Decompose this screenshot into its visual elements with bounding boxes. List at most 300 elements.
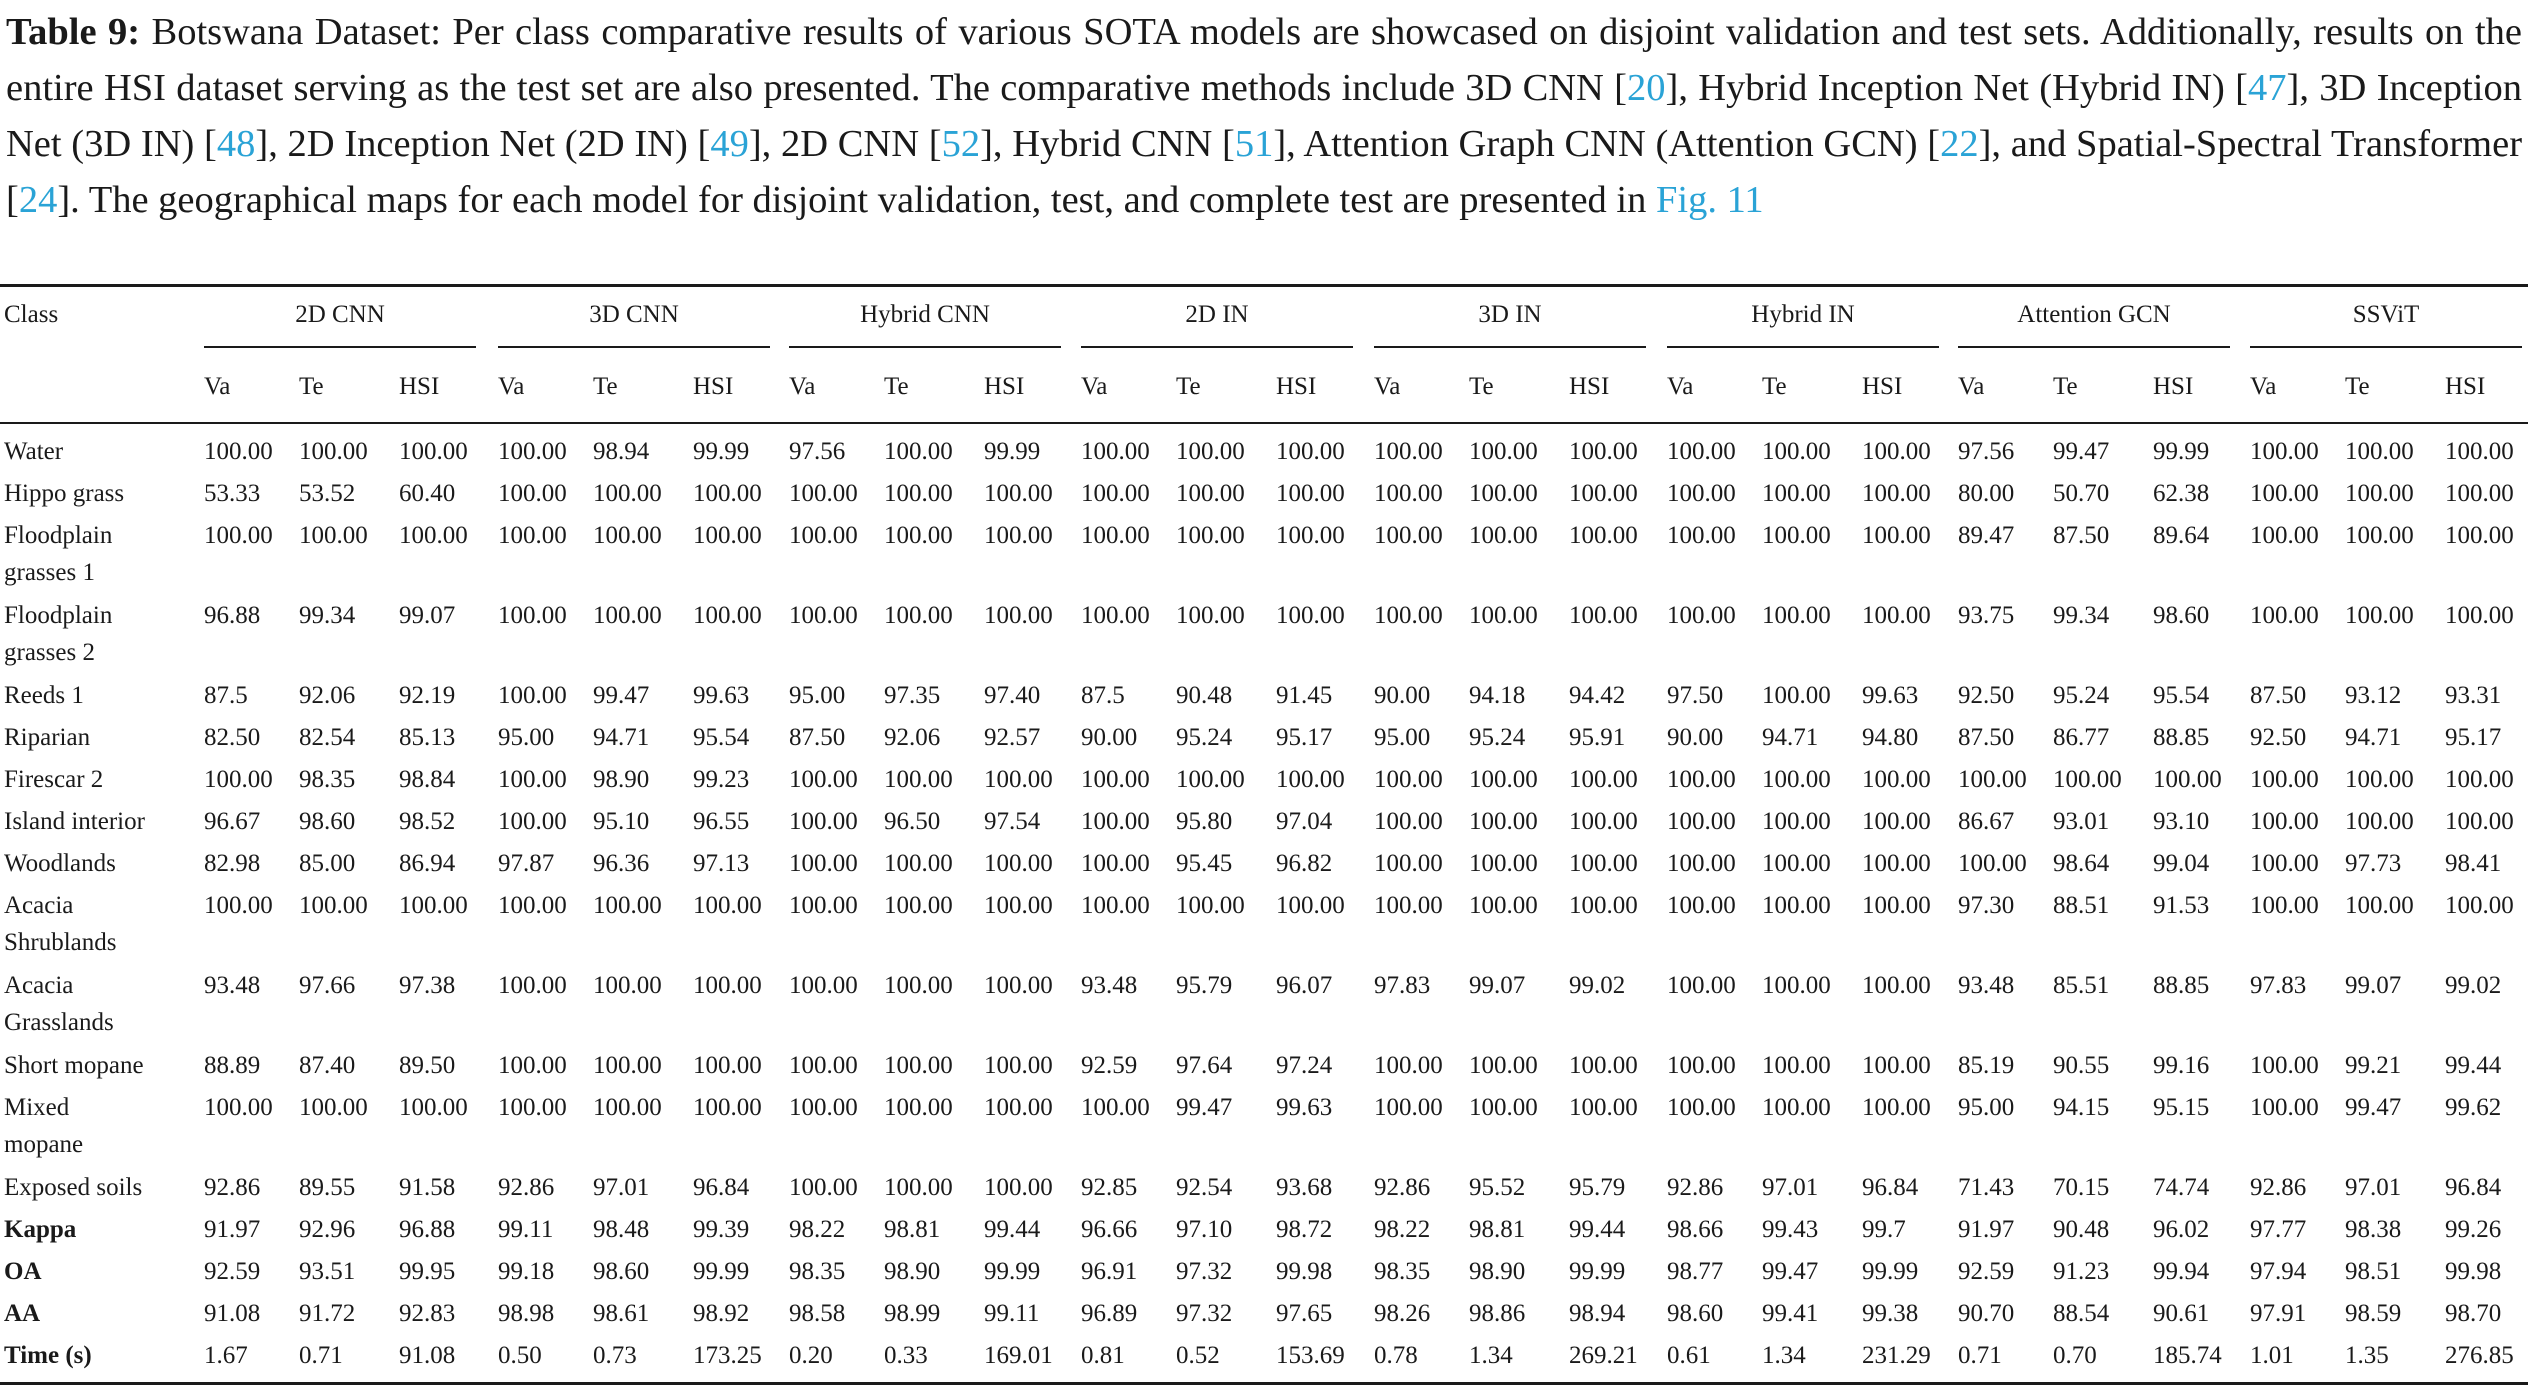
- value-cell: 92.19: [399, 682, 456, 709]
- class-name: [4, 1295, 40, 1332]
- value-cell: 153.69: [1276, 1342, 1345, 1369]
- value-cell: 100.00: [1469, 480, 1538, 507]
- value-cell: 100.00: [1667, 602, 1736, 629]
- value-cell: 99.99: [693, 1258, 750, 1285]
- value-cell: 100.00: [1667, 522, 1736, 549]
- value-cell: 87.50: [789, 724, 846, 751]
- value-cell: 98.38: [2345, 1216, 2402, 1243]
- value-cell: 95.54: [693, 724, 750, 751]
- value-cell: 98.81: [884, 1216, 941, 1243]
- value-cell: 100.00: [789, 480, 858, 507]
- value-cell: 100.00: [789, 892, 858, 919]
- value-cell: 62.38: [2153, 480, 2210, 507]
- caption-text: ], 2D CNN [: [748, 123, 942, 165]
- value-cell: 97.24: [1276, 1052, 1333, 1079]
- value-cell: 100.00: [204, 438, 273, 465]
- value-cell: 99.62: [2445, 1094, 2502, 1121]
- value-cell: 0.71: [299, 1342, 343, 1369]
- table-top-rule: [0, 284, 2528, 287]
- value-cell: 100.00: [789, 850, 858, 877]
- value-cell: 100.00: [593, 522, 662, 549]
- value-cell: 93.01: [2053, 808, 2110, 835]
- metric-subheader: Va: [789, 373, 816, 400]
- value-cell: 100.00: [1762, 972, 1831, 999]
- value-cell: 100.00: [1276, 892, 1345, 919]
- value-cell: 100.00: [1762, 602, 1831, 629]
- value-cell: 88.85: [2153, 972, 2210, 999]
- value-cell: 100.00: [984, 892, 1053, 919]
- value-cell: 100.00: [204, 892, 273, 919]
- group-underline: [2250, 346, 2522, 348]
- class-name-line: Short mopane: [4, 1052, 144, 1079]
- value-cell: 100.00: [2345, 438, 2414, 465]
- value-cell: 92.57: [984, 724, 1041, 751]
- value-cell: 100.00: [1667, 850, 1736, 877]
- value-cell: 100.00: [984, 766, 1053, 793]
- value-cell: 94.18: [1469, 682, 1526, 709]
- value-cell: 100.00: [1469, 602, 1538, 629]
- value-cell: 80.00: [1958, 480, 2015, 507]
- value-cell: 91.97: [204, 1216, 261, 1243]
- class-name-line: Woodlands: [4, 850, 116, 877]
- value-cell: 91.08: [204, 1300, 261, 1327]
- value-cell: 100.00: [1469, 1094, 1538, 1121]
- value-cell: 98.84: [399, 766, 456, 793]
- value-cell: 99.39: [693, 1216, 750, 1243]
- value-cell: 100.00: [1762, 1094, 1831, 1121]
- reference-link[interactable]: 52: [941, 123, 981, 165]
- value-cell: 100.00: [498, 1094, 567, 1121]
- value-cell: 100.00: [593, 1094, 662, 1121]
- value-cell: 1.67: [204, 1342, 248, 1369]
- value-cell: 97.65: [1276, 1300, 1333, 1327]
- value-cell: 100.00: [2345, 808, 2414, 835]
- value-cell: 231.29: [1862, 1342, 1931, 1369]
- value-cell: 100.00: [2445, 892, 2514, 919]
- value-cell: 98.90: [1469, 1258, 1526, 1285]
- value-cell: 85.19: [1958, 1052, 2015, 1079]
- value-cell: 100.00: [1176, 438, 1245, 465]
- reference-link[interactable]: 49: [710, 123, 749, 165]
- value-cell: 100.00: [1862, 892, 1931, 919]
- value-cell: 98.58: [789, 1300, 846, 1327]
- metric-subheader: Te: [2053, 373, 2078, 400]
- value-cell: 99.02: [1569, 972, 1626, 999]
- reference-link[interactable]: Fig. 11: [1655, 179, 1764, 221]
- class-name: [4, 597, 112, 671]
- value-cell: 98.92: [693, 1300, 750, 1327]
- value-cell: 100.00: [1469, 850, 1538, 877]
- value-cell: 276.85: [2445, 1342, 2514, 1369]
- value-cell: 98.66: [1667, 1216, 1724, 1243]
- reference-link[interactable]: 24: [18, 179, 58, 221]
- class-name-line: Hippo grass: [4, 480, 125, 507]
- value-cell: 97.64: [1176, 1052, 1233, 1079]
- value-cell: 95.00: [498, 724, 555, 751]
- value-cell: 100.00: [1569, 480, 1638, 507]
- value-cell: 100.00: [1862, 522, 1931, 549]
- class-name: [4, 761, 103, 798]
- class-name: [4, 517, 112, 591]
- value-cell: 97.13: [693, 850, 750, 877]
- model-group-header: 3D IN: [1478, 301, 1542, 328]
- value-cell: 1.34: [1469, 1342, 1513, 1369]
- value-cell: 100.00: [1176, 602, 1245, 629]
- value-cell: 99.99: [693, 438, 750, 465]
- value-cell: 99.38: [1862, 1300, 1919, 1327]
- value-cell: 100.00: [1667, 766, 1736, 793]
- value-cell: 82.54: [299, 724, 356, 751]
- class-name-line: Shrublands: [4, 929, 117, 956]
- value-cell: 99.21: [2345, 1052, 2402, 1079]
- table-bottom-rule: [0, 1382, 2528, 1385]
- value-cell: 0.70: [2053, 1342, 2097, 1369]
- value-cell: 100.00: [884, 972, 953, 999]
- value-cell: 97.83: [2250, 972, 2307, 999]
- value-cell: 100.00: [1762, 522, 1831, 549]
- value-cell: 90.00: [1667, 724, 1724, 751]
- value-cell: 100.00: [1862, 766, 1931, 793]
- reference-link[interactable]: 20: [1627, 67, 1666, 109]
- model-group-header: SSViT: [2352, 301, 2420, 328]
- value-cell: 100.00: [204, 766, 273, 793]
- group-underline: [498, 346, 770, 348]
- value-cell: 97.56: [789, 438, 846, 465]
- value-cell: 100.00: [789, 602, 858, 629]
- value-cell: 94.15: [2053, 1094, 2110, 1121]
- value-cell: 100.00: [2345, 892, 2414, 919]
- value-cell: 98.22: [1374, 1216, 1431, 1243]
- value-cell: 94.42: [1569, 682, 1626, 709]
- class-name: [4, 719, 90, 756]
- value-cell: 100.00: [399, 892, 468, 919]
- value-cell: 100.00: [1374, 766, 1443, 793]
- value-cell: 0.73: [593, 1342, 637, 1369]
- value-cell: 100.00: [693, 480, 762, 507]
- value-cell: 100.00: [299, 892, 368, 919]
- value-cell: 100.00: [299, 438, 368, 465]
- metric-subheader: HSI: [1862, 373, 1903, 400]
- value-cell: 100.00: [1762, 766, 1831, 793]
- value-cell: 93.68: [1276, 1174, 1333, 1201]
- value-cell: 96.55: [693, 808, 750, 835]
- value-cell: 100.00: [593, 972, 662, 999]
- value-cell: 100.00: [399, 1094, 468, 1121]
- value-cell: 97.77: [2250, 1216, 2307, 1243]
- class-name-line: mopane: [4, 1131, 84, 1158]
- value-cell: 100.00: [498, 682, 567, 709]
- value-cell: 100.00: [498, 438, 567, 465]
- value-cell: 100.00: [2250, 1052, 2319, 1079]
- value-cell: 98.35: [1374, 1258, 1431, 1285]
- value-cell: 100.00: [593, 1052, 662, 1079]
- value-cell: 100.00: [1276, 602, 1345, 629]
- value-cell: 95.00: [789, 682, 846, 709]
- metric-subheader: HSI: [984, 373, 1025, 400]
- value-cell: 96.02: [2153, 1216, 2210, 1243]
- value-cell: 99.63: [693, 682, 750, 709]
- value-cell: 100.00: [1276, 522, 1345, 549]
- value-cell: 98.22: [789, 1216, 846, 1243]
- value-cell: 99.18: [498, 1258, 555, 1285]
- value-cell: 94.71: [1762, 724, 1819, 751]
- class-name-line: Acacia: [4, 892, 74, 919]
- metric-subheader: Va: [498, 373, 525, 400]
- value-cell: 87.5: [204, 682, 248, 709]
- value-cell: 100.00: [1569, 438, 1638, 465]
- value-cell: 53.52: [299, 480, 356, 507]
- value-cell: 91.72: [299, 1300, 356, 1327]
- caption-text: ], 2D Inception Net (2D IN) [: [255, 123, 711, 165]
- value-cell: 95.24: [2053, 682, 2110, 709]
- value-cell: 0.20: [789, 1342, 833, 1369]
- value-cell: 99.07: [2345, 972, 2402, 999]
- value-cell: 97.91: [2250, 1300, 2307, 1327]
- value-cell: 93.48: [204, 972, 261, 999]
- value-cell: 100.00: [1862, 972, 1931, 999]
- value-cell: 100.00: [2445, 438, 2514, 465]
- value-cell: 97.32: [1176, 1258, 1233, 1285]
- value-cell: 100.00: [1862, 438, 1931, 465]
- value-cell: 100.00: [1569, 850, 1638, 877]
- value-cell: 98.52: [399, 808, 456, 835]
- value-cell: 100.00: [1762, 850, 1831, 877]
- value-cell: 100.00: [2345, 602, 2414, 629]
- value-cell: 70.15: [2053, 1174, 2110, 1201]
- value-cell: 100.00: [1374, 892, 1443, 919]
- value-cell: 99.04: [2153, 850, 2210, 877]
- value-cell: 85.13: [399, 724, 456, 751]
- value-cell: 95.24: [1469, 724, 1526, 751]
- value-cell: 100.00: [2250, 808, 2319, 835]
- model-group-header: 2D IN: [1185, 301, 1249, 328]
- value-cell: 100.00: [884, 1174, 953, 1201]
- value-cell: 98.90: [593, 766, 650, 793]
- value-cell: 1.34: [1762, 1342, 1806, 1369]
- group-underline: [204, 346, 476, 348]
- value-cell: 100.00: [1469, 522, 1538, 549]
- value-cell: 99.26: [2445, 1216, 2502, 1243]
- model-group-header: Hybrid IN: [1751, 301, 1855, 328]
- value-cell: 100.00: [1176, 480, 1245, 507]
- value-cell: 99.99: [984, 1258, 1041, 1285]
- value-cell: 82.98: [204, 850, 261, 877]
- value-cell: 98.60: [593, 1258, 650, 1285]
- value-cell: 100.00: [593, 480, 662, 507]
- value-cell: 100.00: [1569, 808, 1638, 835]
- value-cell: 88.51: [2053, 892, 2110, 919]
- value-cell: 100.00: [1762, 438, 1831, 465]
- value-cell: 100.00: [789, 972, 858, 999]
- value-cell: 100.00: [789, 808, 858, 835]
- value-cell: 100.00: [593, 602, 662, 629]
- value-cell: 98.81: [1469, 1216, 1526, 1243]
- metric-subheader: HSI: [2153, 373, 2194, 400]
- value-cell: 1.35: [2345, 1342, 2389, 1369]
- value-cell: 185.74: [2153, 1342, 2222, 1369]
- value-cell: 97.01: [1762, 1174, 1819, 1201]
- value-cell: 92.86: [498, 1174, 555, 1201]
- metric-subheader: HSI: [693, 373, 734, 400]
- value-cell: 100.00: [693, 522, 762, 549]
- value-cell: 100.00: [2250, 892, 2319, 919]
- value-cell: 100.00: [1081, 602, 1150, 629]
- header-bottom-rule: [0, 422, 2528, 424]
- value-cell: 99.11: [984, 1300, 1040, 1327]
- value-cell: 100.00: [1958, 850, 2027, 877]
- reference-link[interactable]: 48: [216, 123, 256, 165]
- caption-text: Botswana Dataset: Per class comparative results of various SOTA models are showcased on disjoint validation and test sets. Additionally, results on the entire HSI dataset serving as the test set are also presented. The comparative methods include 3D CNN [: [6, 11, 2523, 109]
- value-cell: 92.96: [299, 1216, 356, 1243]
- value-cell: 100.00: [1569, 1094, 1638, 1121]
- value-cell: 85.00: [299, 850, 356, 877]
- value-cell: 99.7: [1862, 1216, 1906, 1243]
- reference-link[interactable]: 47: [2248, 67, 2287, 109]
- reference-link[interactable]: 51: [1234, 123, 1274, 165]
- class-name: [4, 433, 63, 470]
- value-cell: 93.51: [299, 1258, 356, 1285]
- value-cell: 0.71: [1958, 1342, 2002, 1369]
- value-cell: 99.99: [2153, 438, 2210, 465]
- value-cell: 88.89: [204, 1052, 261, 1079]
- value-cell: 92.83: [399, 1300, 456, 1327]
- metric-subheader: Va: [2250, 373, 2277, 400]
- value-cell: 100.00: [593, 892, 662, 919]
- value-cell: 100.00: [884, 766, 953, 793]
- value-cell: 0.50: [498, 1342, 542, 1369]
- value-cell: 100.00: [1374, 850, 1443, 877]
- value-cell: 100.00: [2250, 438, 2319, 465]
- value-cell: 95.00: [1374, 724, 1431, 751]
- value-cell: 100.00: [1469, 808, 1538, 835]
- value-cell: 100.00: [1667, 972, 1736, 999]
- value-cell: 100.00: [1569, 602, 1638, 629]
- value-cell: 99.44: [1569, 1216, 1626, 1243]
- value-cell: 98.48: [593, 1216, 650, 1243]
- value-cell: 95.52: [1469, 1174, 1526, 1201]
- value-cell: 100.00: [1569, 766, 1638, 793]
- value-cell: 96.88: [204, 602, 261, 629]
- metric-subheader: Te: [2345, 373, 2370, 400]
- value-cell: 92.86: [1667, 1174, 1724, 1201]
- value-cell: 95.17: [1276, 724, 1333, 751]
- class-name: [4, 845, 116, 882]
- value-cell: 100.00: [789, 1094, 858, 1121]
- value-cell: 95.24: [1176, 724, 1233, 751]
- value-cell: 90.61: [2153, 1300, 2210, 1327]
- value-cell: 100.00: [2250, 850, 2319, 877]
- value-cell: 87.50: [2053, 522, 2110, 549]
- value-cell: 50.70: [2053, 480, 2110, 507]
- value-cell: 100.00: [1762, 1052, 1831, 1079]
- class-name-line: grasses 2: [4, 639, 95, 666]
- metric-subheader: Va: [1374, 373, 1401, 400]
- value-cell: 97.66: [299, 972, 356, 999]
- value-cell: 97.10: [1176, 1216, 1233, 1243]
- value-cell: 98.94: [593, 438, 650, 465]
- value-cell: 100.00: [984, 972, 1053, 999]
- caption-text: ], Hybrid Inception Net (Hybrid IN) [: [1665, 67, 2248, 109]
- value-cell: 97.94: [2250, 1258, 2307, 1285]
- value-cell: 92.50: [2250, 724, 2307, 751]
- value-cell: 53.33: [204, 480, 261, 507]
- value-cell: 71.43: [1958, 1174, 2015, 1201]
- value-cell: 100.00: [1176, 522, 1245, 549]
- value-cell: 269.21: [1569, 1342, 1638, 1369]
- class-name: [4, 1337, 92, 1374]
- model-group-header: Attention GCN: [2017, 301, 2171, 328]
- reference-link[interactable]: 22: [1940, 123, 1979, 165]
- value-cell: 100.00: [2445, 480, 2514, 507]
- value-cell: 100.00: [2345, 522, 2414, 549]
- value-cell: 100.00: [1374, 1052, 1443, 1079]
- value-cell: 98.35: [789, 1258, 846, 1285]
- value-cell: 95.45: [1176, 850, 1233, 877]
- value-cell: 100.00: [2345, 480, 2414, 507]
- value-cell: 0.61: [1667, 1342, 1711, 1369]
- value-cell: 99.44: [2445, 1052, 2502, 1079]
- value-cell: 100.00: [884, 602, 953, 629]
- value-cell: 93.48: [1958, 972, 2015, 999]
- value-cell: 98.26: [1374, 1300, 1431, 1327]
- value-cell: 100.00: [984, 602, 1053, 629]
- value-cell: 100.00: [1276, 438, 1345, 465]
- value-cell: 100.00: [693, 892, 762, 919]
- value-cell: 100.00: [1374, 1094, 1443, 1121]
- value-cell: 99.94: [2153, 1258, 2210, 1285]
- value-cell: 100.00: [1081, 480, 1150, 507]
- value-cell: 97.35: [884, 682, 941, 709]
- value-cell: 86.67: [1958, 808, 2015, 835]
- value-cell: 86.77: [2053, 724, 2110, 751]
- value-cell: 100.00: [498, 480, 567, 507]
- value-cell: 100.00: [1569, 1052, 1638, 1079]
- value-cell: 98.60: [299, 808, 356, 835]
- value-cell: 98.70: [2445, 1300, 2502, 1327]
- metric-subheader: Va: [1667, 373, 1694, 400]
- value-cell: 100.00: [1667, 438, 1736, 465]
- metric-subheader: Te: [884, 373, 909, 400]
- value-cell: 100.00: [1176, 766, 1245, 793]
- class-name: [4, 1253, 42, 1290]
- value-cell: 97.73: [2345, 850, 2402, 877]
- value-cell: 99.47: [2345, 1094, 2402, 1121]
- value-cell: 100.00: [984, 850, 1053, 877]
- value-cell: 100.00: [2345, 766, 2414, 793]
- class-name: [4, 1211, 76, 1248]
- value-cell: 100.00: [498, 808, 567, 835]
- value-cell: 100.00: [789, 766, 858, 793]
- value-cell: 100.00: [1569, 522, 1638, 549]
- value-cell: 92.06: [884, 724, 941, 751]
- value-cell: 89.50: [399, 1052, 456, 1079]
- value-cell: 92.59: [204, 1258, 261, 1285]
- value-cell: 99.34: [299, 602, 356, 629]
- value-cell: 95.80: [1176, 808, 1233, 835]
- model-group-header: 3D CNN: [589, 301, 679, 328]
- value-cell: 100.00: [1081, 766, 1150, 793]
- value-cell: 99.07: [399, 602, 456, 629]
- table-caption: [6, 4, 2522, 228]
- value-cell: 100.00: [1862, 1094, 1931, 1121]
- value-cell: 93.48: [1081, 972, 1138, 999]
- value-cell: 96.84: [2445, 1174, 2502, 1201]
- class-name-line: grasses 1: [4, 559, 95, 586]
- class-name-line: OA: [4, 1258, 42, 1285]
- value-cell: 100.00: [498, 972, 567, 999]
- group-underline: [1667, 346, 1939, 348]
- value-cell: 94.71: [2345, 724, 2402, 751]
